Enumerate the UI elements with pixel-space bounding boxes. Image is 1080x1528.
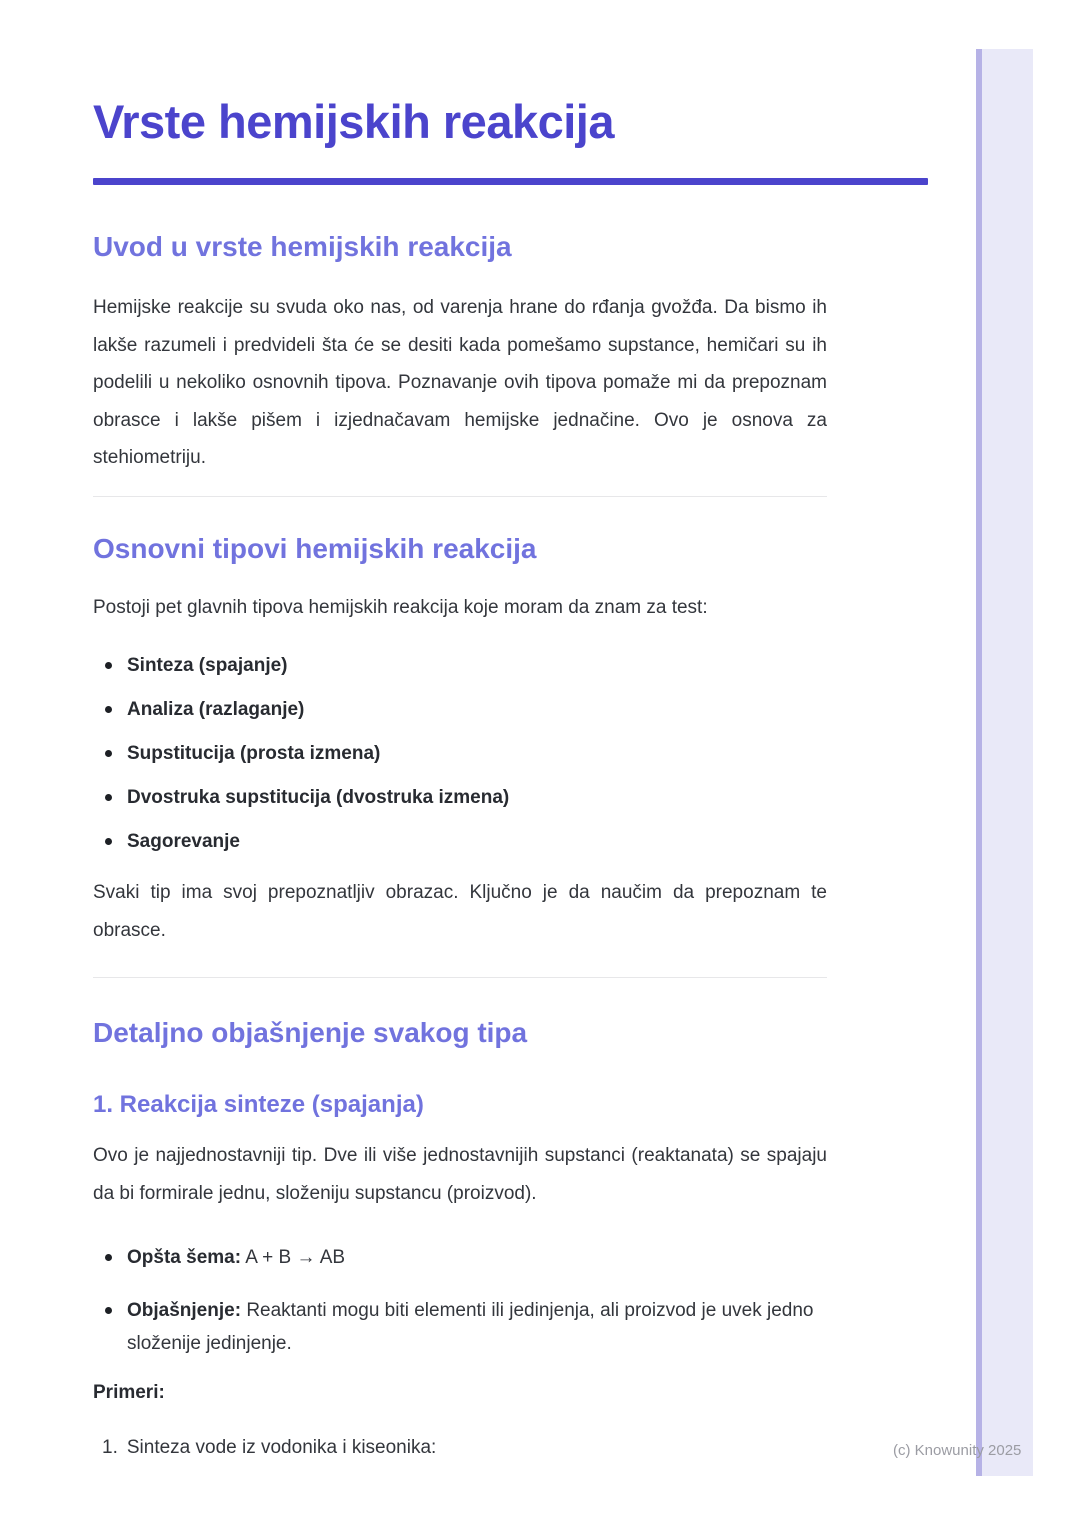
reaction-type-item: Dvostruka supstitucija (dvostruka izmena) [93, 786, 827, 810]
reaction-type-item: Sinteza (spajanje) [93, 654, 827, 678]
synthesis-paragraph: Ovo je najjednostavniji tip. Dve ili više jednostavnijih supstanci (reaktanata) se spajaju da bi formirale jednu, složeniju supstancu (proizvod). [93, 1145, 827, 1204]
scheme-item [93, 1241, 827, 1274]
footer-copyright: (c) Knowunity 2025 [893, 1442, 1022, 1459]
page-content [93, 0, 827, 1460]
section-divider [93, 977, 827, 978]
page-edge-stripe [976, 49, 1033, 1476]
example-number: 1. [102, 1437, 118, 1458]
section-heading-details: Detaljno objašnjenje svakog tipa [93, 1017, 528, 1048]
example-text: Sinteza vode iz vodonika i kiseonika: [126, 1437, 437, 1458]
reaction-type-item: Supstitucija (prosta izmena) [93, 742, 827, 766]
types-outro-paragraph: Svaki tip ima svoj prepoznatljiv obrazac. Ključno je da naučim da prepoznam te obrasce. [93, 882, 827, 941]
example-item [93, 1436, 827, 1460]
page-title: Vrste hemijskih reakcija [93, 95, 614, 148]
section-heading-types: Osnovni tipovi hemijskih reakcija [93, 532, 537, 564]
title-rule [93, 178, 928, 185]
examples-label: Primeri: [93, 1382, 165, 1403]
reaction-type-list [93, 654, 827, 854]
section-divider [93, 496, 827, 497]
explanation-item [93, 1294, 827, 1360]
scheme-label: Opšta šema: [127, 1247, 242, 1268]
explanation-label: Objašnjenje: [127, 1300, 242, 1321]
explanation-value: Reaktanti mogu biti elementi ili jedinjenja, ali proizvod je uvek jedno složenije jedinjenje. [127, 1300, 814, 1354]
scheme-value: A + B → AB [245, 1247, 346, 1268]
synthesis-detail-list [93, 1241, 827, 1360]
section-heading-intro: Uvod u vrste hemijskih reakcija [93, 231, 512, 262]
reaction-type-item: Analiza (razlaganje) [93, 698, 827, 722]
intro-paragraph: Hemijske reakcije su svuda oko nas, od varenja hrane do rđanja gvožđa. Da bismo ih lakše razumeli i predvideli šta će se desiti kada pomešamo supstance, hemičari su ih podelili u nekoliko osnovnih tipova. Poznavanje ovih tipova pomaže mi da prepoznam obrasce i lakše pišem i izjednačavam hemijske jednačine. Ovo je osnova za stehiometriju. [93, 297, 827, 468]
subsection-heading-synthesis: 1. Reakcija sinteze (spajanja) [93, 1091, 424, 1118]
reaction-type-item: Sagorevanje [93, 830, 827, 854]
types-lead-paragraph: Postoji pet glavnih tipova hemijskih reakcija koje moram da znam za test: [93, 596, 708, 618]
